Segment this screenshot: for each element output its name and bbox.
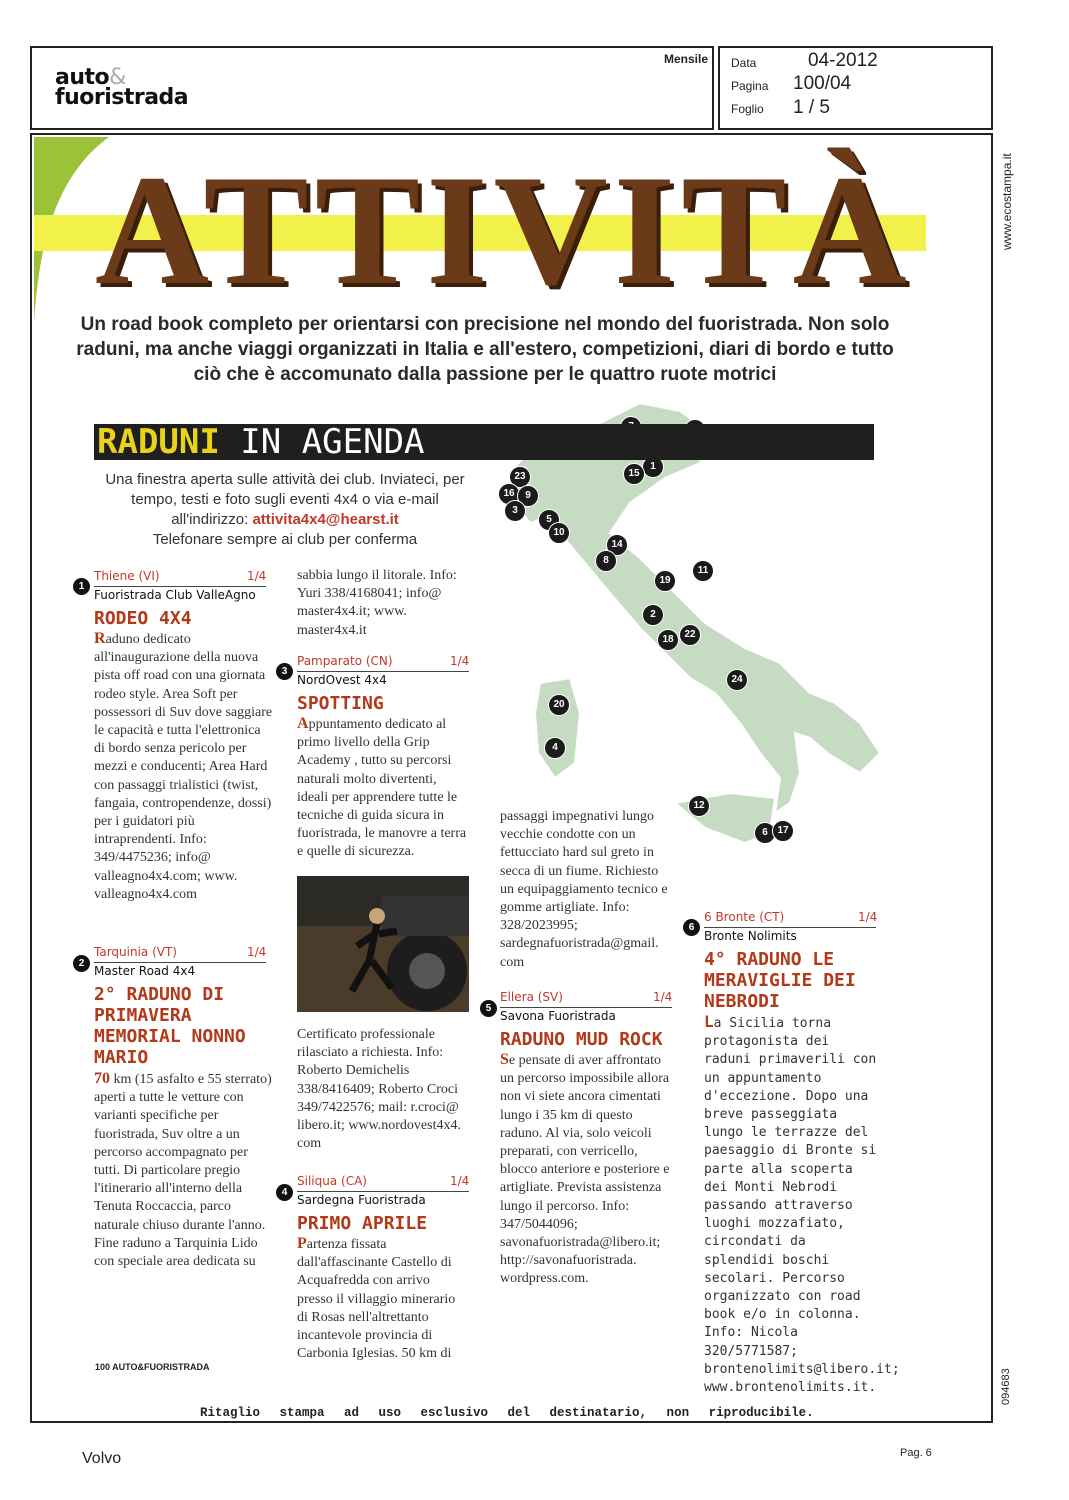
sardinia <box>535 678 580 778</box>
date-value: 04-2012 <box>808 50 878 71</box>
event-fraction: 1/4 <box>247 945 267 959</box>
event-dropcap: P <box>297 1235 307 1252</box>
event-dropcap: L <box>704 1012 714 1031</box>
frequency-label: Mensile <box>664 52 709 66</box>
event-text: e pensate di aver affrontato un percorso impossibile allora non vi siete ancora cimentati lungo i 35 km di questo raduno. Al via, solo veicoli preparati, con verricello, blocco anteriore e posteriore e artigliate. Prevista assistenza lungo il percorso. Info: 347/5044096; savonafuoristrada@libero.it; http://savonafuoristrada. wordpress.com. <box>500 1053 670 1287</box>
map-marker: 3 <box>504 500 526 522</box>
event-body <box>704 1012 900 1397</box>
page-value: 100/04 <box>793 73 852 94</box>
event-continuation: passaggi impegnativi lungo vecchie condotte con un fettucciato hard sul greto in secca di un fiume. Richiesto un equipaggiamento tecnico e gomme artigliate. Info: 328/2023995; sardegnafuoristrada@gmail. com <box>500 809 668 970</box>
logo-line2: fuoristrada <box>55 85 189 110</box>
event-dropcap: 70 <box>94 1070 110 1087</box>
map-marker: 2 <box>642 604 664 626</box>
intro-mail: attivita4x4@hearst.it <box>252 511 399 528</box>
sheet-label: Foglio <box>731 102 764 116</box>
event-text: aduno dedicato all'inaugurazione della nuova pista off road con una giornata rodeo style. Area Soft per possessori di Suv dove saggiare le capacità e tutta l'elettronica di bordo senza pericolo per mezzi e conducenti; Area Hard con passaggi trialistici (twist, fangaia, contropendenze, dossi) per i guidatori più intraprendenti. Info: 349/4475236; info@ valleagno4x4.com; www. valleagno4x4.com <box>94 632 273 902</box>
event-location: Ellera (SV) <box>500 990 563 1004</box>
map-marker: 23 <box>509 466 531 488</box>
event-body <box>94 1070 274 1271</box>
map-marker: 19 <box>654 570 676 592</box>
event-fraction: 1/4 <box>653 990 673 1004</box>
usage-notice: Ritaglio stampa ad uso esclusivo del destinatario, non riproducibile. <box>200 1406 814 1420</box>
event-club: Fuoristrada Club ValleAgno <box>94 588 256 602</box>
event-rule <box>94 586 266 587</box>
agenda-intro <box>95 470 475 550</box>
logo-amp: & <box>109 65 126 90</box>
intro-text: Una finestra aperta sulle attività dei club. Inviateci, per tempo, testi e foto sugli eventi 4x4 o via e-mail all'indirizzo: <box>105 471 465 528</box>
event-rule <box>500 1007 672 1008</box>
map-marker: 14 <box>606 534 628 556</box>
event-location: 6 Bronte (CT) <box>704 910 785 924</box>
event-title: SPOTTING <box>297 693 384 714</box>
map-marker: 11 <box>692 560 714 582</box>
event-title: 2° RADUNO DI PRIMAVERA MEMORIAL NONNO MARIO <box>94 984 246 1068</box>
event-body <box>94 630 274 904</box>
page-subtitle: Un road book completo per orientarsi con precisione nel mondo del fuoristrada. Non solo raduni, ma anche viaggi organizzati in Italia e all'estero, competizioni, diari di bordo e tutto ciò che è accomunato dalla passione per le quattro ruote motrici <box>76 314 894 385</box>
event-club: Bronte Nolimits <box>704 929 797 943</box>
event-dropcap: S <box>500 1051 509 1068</box>
agenda-word-rest: IN AGENDA <box>219 422 425 462</box>
website-label: www.ecostampa.it <box>1000 153 1014 250</box>
sheet-value: 1 / 5 <box>793 97 830 118</box>
map-marker: 16 <box>498 483 520 505</box>
map-marker: 24 <box>726 669 748 691</box>
map-marker: 12 <box>688 795 710 817</box>
map-marker: 6 <box>754 822 776 844</box>
event-rule <box>94 962 266 963</box>
agenda-word-raduni: RADUNI <box>97 422 220 462</box>
event-fraction: 1/4 <box>450 654 470 668</box>
event-location: Siliqua (CA) <box>297 1174 367 1188</box>
event-number: 4 <box>276 1184 293 1201</box>
publication-logo <box>55 65 189 110</box>
event-body <box>297 715 469 862</box>
event-title: 4° RADUNO LE MERAVIGLIE DEI NEBRODI <box>704 949 856 1012</box>
event-number: 6 <box>683 919 700 936</box>
event-location: Pamparato (CN) <box>297 654 393 668</box>
event-rule <box>704 927 876 928</box>
footer-page: Pag. 6 <box>900 1447 932 1459</box>
event-location: Tarquinia (VT) <box>94 945 177 959</box>
event-text: artenza fissata dall'affascinante Castello di Acquafredda con arrivo presso il villaggio minerario di Rosas nell'altrettanto incantevole provincia di Carbonia Iglesias. 50 km di <box>297 1237 456 1362</box>
event-location: Thiene (VI) <box>94 569 160 583</box>
map-marker: 8 <box>595 550 617 572</box>
map-marker: 18 <box>657 629 679 651</box>
event-number: 5 <box>480 1000 497 1017</box>
intro-end: Telefonare sempre ai club per conferma <box>152 531 418 548</box>
event-title: RADUNO MUD ROCK <box>500 1029 663 1050</box>
event-body <box>500 1051 672 1289</box>
magazine-footer: 100 AUTO&FUORISTRADA <box>95 1362 210 1372</box>
map-marker: 22 <box>679 624 701 646</box>
map-marker: 9 <box>517 485 539 507</box>
logo-line1: auto <box>55 65 110 90</box>
event-club: NordOvest 4x4 <box>297 673 387 687</box>
map-marker: 1 <box>642 456 664 478</box>
agenda-title <box>97 422 425 462</box>
event-continuation: Certificato professionale rilasciato a richiesta. Info: Roberto Demichelis 338/8416409; Roberto Croci 349/7422576; mail: r.croci@ libero.it; www.nordovest4x4. com <box>297 1027 461 1152</box>
event-fraction: 1/4 <box>450 1174 470 1188</box>
date-label: Data <box>731 56 757 70</box>
map-marker: 4 <box>544 737 566 759</box>
map-marker: 20 <box>548 694 570 716</box>
event-number: 2 <box>73 955 90 972</box>
event-number: 1 <box>73 578 90 595</box>
event-club: Savona Fuoristrada <box>500 1009 616 1023</box>
event-text: a Sicilia torna protagonista dei raduni primaverili con un appuntamento d'eccezione. Dopo una breve passeggiata lungo le terrazze del paesaggio di Bronte si parte alla scoperta dei Monti Nebrodi passando attraverso luoghi mozzafiato, circondati da splendidi boschi secolari. Percorso organizzato con road book e/o in colonna. Info: Nicola 320/5771587; brontenolimits@libero.it; www.brontenolimits.it. <box>704 1016 900 1396</box>
event-fraction: 1/4 <box>247 569 267 583</box>
event-number: 3 <box>276 663 293 680</box>
event-title: PRIMO APRILE <box>297 1213 428 1234</box>
event-club: Sardegna Fuoristrada <box>297 1193 426 1207</box>
map-marker: 15 <box>623 463 645 485</box>
event-title: RODEO 4X4 <box>94 608 192 629</box>
event-body <box>297 1235 469 1363</box>
map-marker: 17 <box>772 820 794 842</box>
map-marker: 10 <box>548 522 570 544</box>
page-title: ATTIVITÀ <box>95 143 913 318</box>
event-dropcap: R <box>94 630 106 647</box>
event-text: km (15 asfalto e 55 sterrato) aperti a tutte le vetture con varianti specifiche per fuoristrada, Suv oltre a un percorso accompagnato per tutti. Di particolare pregio l'itinerario all'interno della Tenuta Roccaccia, parco naturale chiuso durante l'anno. Fine raduno a Tarquinia Lido con speciale area dedicata su <box>94 1072 272 1270</box>
event-continuation: sabbia lungo il litorale. Info: Yuri 338/4168041; info@ master4x4.it; www. master4x4.it <box>297 568 457 638</box>
map-marker: 5 <box>538 509 560 531</box>
footer-brand: Volvo <box>82 1450 122 1467</box>
event-rule <box>297 671 469 672</box>
event-dropcap: A <box>297 715 309 732</box>
event-text: ppuntamento dedicato al primo livello della Grip Academy , tutto su percorsi naturali molto divertenti, ideali per apprendere tutte le tecniche di guida sicura in fuoristrada, le manovre a terra e quelle di sicurezza. <box>297 717 467 860</box>
event-club: Master Road 4x4 <box>94 964 196 978</box>
event-photo <box>297 876 469 1012</box>
page-label: Pagina <box>731 79 769 93</box>
italy-map <box>490 393 910 853</box>
event-fraction: 1/4 <box>858 910 878 924</box>
clipping-code: 094683 <box>1000 1368 1012 1405</box>
event-rule <box>297 1191 469 1192</box>
